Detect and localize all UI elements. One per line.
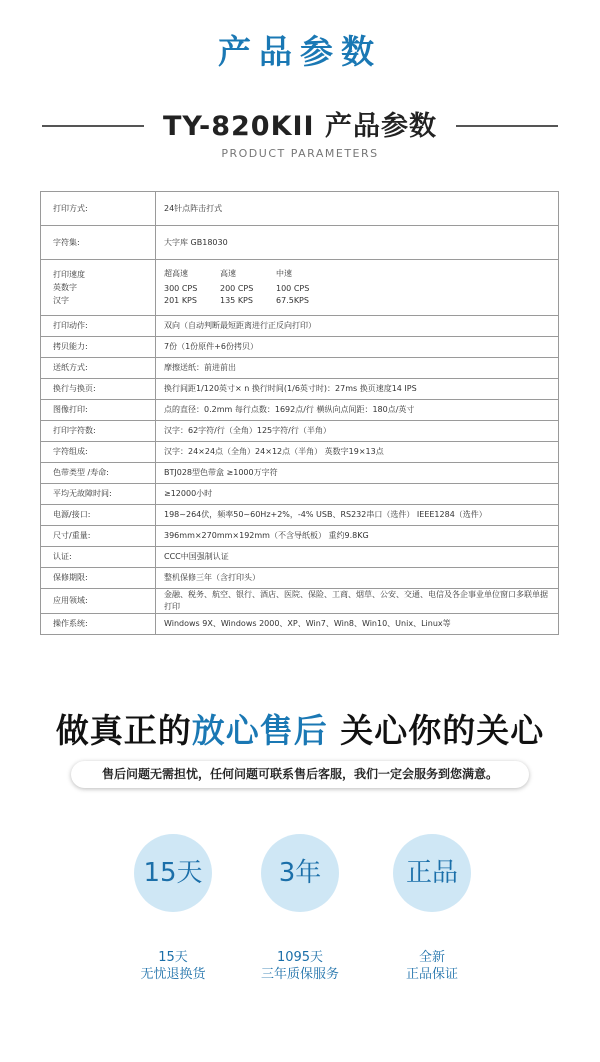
table-row (41, 526, 559, 547)
param-value: 换行间距1/120英寸× n 换行时间(1/6英寸时)：27ms 换页速度14 IPS (156, 379, 559, 400)
table-row (41, 547, 559, 568)
param-value: ≥12000小时 (156, 484, 559, 505)
param-label: 打印方式: (41, 192, 156, 226)
table-row (41, 316, 559, 337)
param-value-speed (156, 260, 559, 316)
param-label: 图像打印: (41, 400, 156, 421)
param-label: 尺寸/重量: (41, 526, 156, 547)
divider-left (42, 125, 144, 127)
param-label: 字符集: (41, 226, 156, 260)
model-title: TY-820KII 产品参数 (163, 111, 437, 142)
speed-cell: 100 CPS (276, 284, 310, 293)
table-row (41, 421, 559, 442)
param-label: 打印字符数: (41, 421, 156, 442)
param-label: 色带类型 /寿命: (41, 463, 156, 484)
table-row (41, 463, 559, 484)
guarantee-line: 无忧退换货 (140, 967, 206, 982)
guarantee-line: 1095天 (276, 950, 324, 965)
speed-label: 汉字 (53, 296, 69, 305)
param-value: Windows 9X、Windows 2000、XP、Win7、Win8、Win10、Unix、Linux等 (156, 614, 559, 635)
param-value: 396mm×270mm×192mm（不含导纸板） 重约9.8KG (156, 526, 559, 547)
table-row (41, 484, 559, 505)
badge-15-days: 15天 (134, 834, 212, 912)
param-value: 点的直径：0.2mm 每行点数：1692点/行 横纵向点间距：180点/英寸 (156, 400, 559, 421)
param-value: 金融、税务、航空、银行、酒店、医院、保险、工商、烟草、公安、交通、电信及各企事业单位窗口多联单据打印 (156, 589, 559, 614)
page-title: 产品参数 (218, 32, 382, 71)
param-label: 换行与换页: (41, 379, 156, 400)
speed-label: 英数字 (53, 283, 77, 292)
param-value: 汉字：62字符/行（全角）125字符/行（半角） (156, 421, 559, 442)
speed-cell: 200 CPS (220, 284, 254, 293)
guarantee-genuine (362, 949, 502, 983)
param-label: 送纸方式: (41, 358, 156, 379)
guarantee-line: 15天 (158, 950, 188, 965)
speed-row-hanzi (164, 295, 552, 307)
param-label: 认证: (41, 547, 156, 568)
param-value: 摩擦送纸：前进前出 (156, 358, 559, 379)
param-label: 应用领域: (41, 589, 156, 614)
badge-3-years: 3年 (261, 834, 339, 912)
promo-title-highlight: 放心售后 (191, 711, 328, 750)
table-row (41, 226, 559, 260)
table-row (41, 260, 559, 316)
param-label: 字符组成: (41, 442, 156, 463)
table-row (41, 379, 559, 400)
table-row (41, 358, 559, 379)
param-value: 汉字：24×24点（全角）24×12点（半角） 英数字19×13点 (156, 442, 559, 463)
param-value: 大字库 GB18030 (156, 226, 559, 260)
speed-header (164, 268, 552, 280)
param-label: 拷贝能力: (41, 337, 156, 358)
speed-row-alnum (164, 283, 552, 295)
badge-genuine: 正品 (393, 834, 471, 912)
param-value: 24针点阵击打式 (156, 192, 559, 226)
table-row (41, 589, 559, 614)
model-title-row (0, 104, 600, 144)
param-value: 整机保修三年（含打印头） (156, 568, 559, 589)
divider-right (456, 125, 558, 127)
speed-label: 打印速度 (53, 270, 85, 279)
table-row (41, 400, 559, 421)
promo-banner: 售后问题无需担忧，任何问题可联系售后客服，我们一定会服务到您满意。 (71, 761, 529, 788)
param-value: 7份（1份原件+6份拷贝） (156, 337, 559, 358)
params-table (40, 191, 559, 635)
speed-header-cell: 中速 (276, 269, 292, 278)
param-label: 打印动作: (41, 316, 156, 337)
guarantee-warranty (230, 949, 370, 983)
guarantee-line: 三年质保服务 (260, 967, 339, 982)
table-row (41, 192, 559, 226)
speed-cell: 67.5KPS (276, 296, 309, 305)
param-label: 平均无故障时间: (41, 484, 156, 505)
param-label: 操作系统: (41, 614, 156, 635)
param-value: 198~264伏，频率50~60Hz+2%，-4% USB、RS232串口（选件） IEEE1284（选件） (156, 505, 559, 526)
table-row (41, 568, 559, 589)
guarantee-line: 正品保证 (405, 967, 458, 982)
param-label-speed (41, 260, 156, 316)
param-value: 双向（自动判断最短距离进行正反向打印） (156, 316, 559, 337)
guarantee-return (103, 949, 243, 983)
param-label: 电源/接口: (41, 505, 156, 526)
speed-cell: 135 KPS (220, 296, 253, 305)
promo-title-part2: 关心你的关心 (327, 711, 545, 750)
param-label: 保修期限: (41, 568, 156, 589)
speed-header-cell: 高速 (220, 269, 236, 278)
param-value: BTJ028型色带盒 ≥1000万字符 (156, 463, 559, 484)
table-row (41, 505, 559, 526)
table-row (41, 614, 559, 635)
promo-title (0, 705, 600, 752)
guarantee-line: 全新 (418, 950, 445, 965)
model-subtitle: PRODUCT PARAMETERS (221, 147, 379, 160)
param-value: CCC中国强制认证 (156, 547, 559, 568)
table-row (41, 442, 559, 463)
speed-cell: 300 CPS (164, 284, 198, 293)
speed-cell: 201 KPS (164, 296, 197, 305)
promo-title-part1: 做真正的 (55, 711, 192, 750)
speed-header-cell: 超高速 (164, 269, 188, 278)
table-row (41, 337, 559, 358)
